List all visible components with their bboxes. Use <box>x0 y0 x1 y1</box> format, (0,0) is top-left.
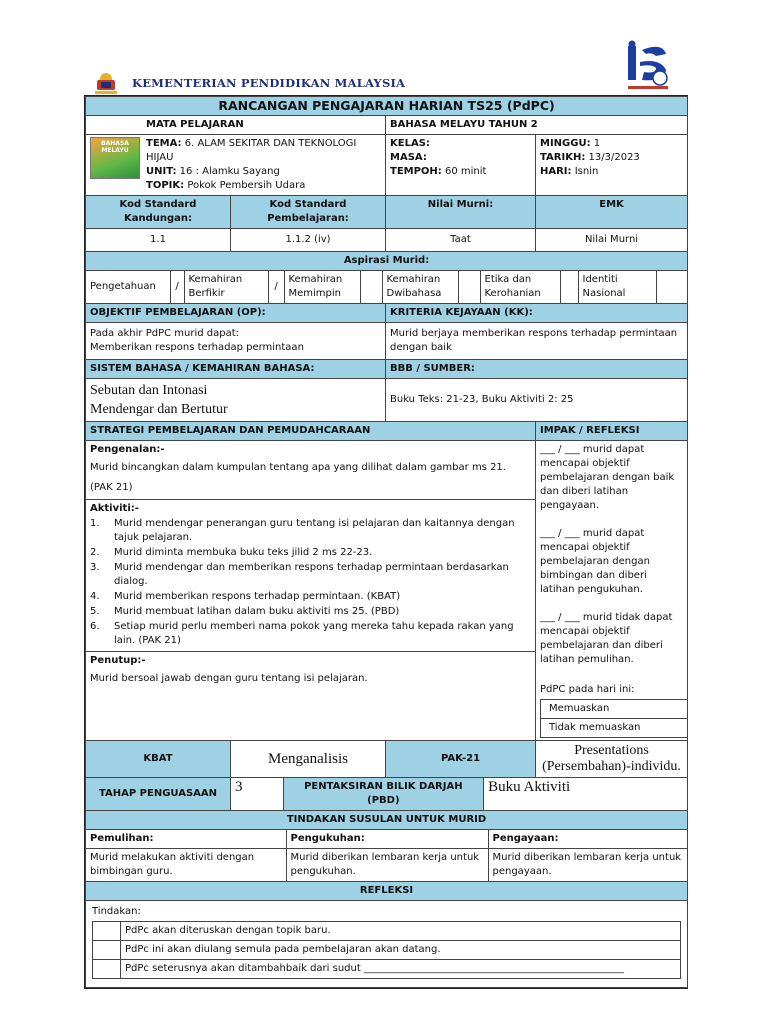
impak-option: Tidak memuaskan <box>541 719 688 738</box>
aktiviti-item: 3. Murid mendengar dan memberikan respons terhadap permintaan berdasarkan dialog. <box>90 562 509 587</box>
pengukuhan-label: Pengukuhan: <box>286 830 488 849</box>
pengayaan-text: Murid diberikan lembaran kerja untuk pengayaan. <box>488 849 688 882</box>
aspirasi-row <box>86 271 688 304</box>
aspirasi-mark[interactable] <box>560 271 578 303</box>
sistem-line1: Sebutan dan Intonasi <box>90 383 208 398</box>
pemulihan-label: Pemulihan: <box>86 830 286 849</box>
book-cover-image <box>90 137 140 179</box>
refleksi-option: PdPc ini akan diulang semula pada pembelajaran akan datang. <box>121 941 681 960</box>
objektif-line1: Pada akhir PdPC murid dapat: <box>90 328 239 339</box>
aktiviti-item: 5. Murid membuat latihan dalam buku aktiviti ms 25. (PBD) <box>90 606 400 617</box>
bbb-text: Buku Teks: 21-23, Buku Aktiviti 2: 25 <box>386 379 688 422</box>
aspirasi-label: Aspirasi Murid: <box>86 252 688 271</box>
aspirasi-item: Kemahiran Berfikir <box>184 271 268 303</box>
subject-value: BAHASA MELAYU TAHUN 2 <box>386 116 688 135</box>
pengenalan-label: Pengenalan:- <box>90 444 165 455</box>
impak-options <box>540 699 688 738</box>
minggu-label: MINGGU: <box>540 138 591 149</box>
penutup-text: Murid bersoal jawab dengan guru tentang isi pelajaran. <box>90 673 368 684</box>
aktiviti-item: 6. Setiap murid perlu memberi nama pokok yang mereka tahu kepada rakan yang lain. (PAK 21) <box>90 621 514 646</box>
ministry-name: KEMENTERIAN PENDIDIKAN MALAYSIA <box>132 76 406 90</box>
objektif-line2: Memberikan respons terhadap permintaan <box>90 342 304 353</box>
impak-body <box>536 441 688 741</box>
sistem-line2: Mendengar dan Bertutur <box>90 402 228 417</box>
rph-sheet <box>84 95 688 989</box>
aspirasi-item: Pengetahuan <box>86 271 170 303</box>
kbat-label: KBAT <box>86 741 231 778</box>
refleksi-body <box>86 901 688 988</box>
aktiviti-label: Aktiviti:- <box>90 503 139 514</box>
lesson-info <box>86 135 386 196</box>
refleksi-option: PdPc akan diteruskan dengan topik baru. <box>121 922 681 941</box>
aspirasi-mark[interactable]: / <box>268 271 284 303</box>
kriteria-label: KRITERIA KEJAYAAN (KK): <box>386 304 688 323</box>
pengenalan-text: Murid bincangkan dalam kumpulan tentang apa yang dilihat dalam gambar ms 21. <box>90 462 506 473</box>
pengayaan-label: Pengayaan: <box>488 830 688 849</box>
aspirasi-mark[interactable] <box>656 271 688 303</box>
minggu-value: 1 <box>593 138 601 149</box>
aspirasi-item: Identiti Nasional <box>578 271 656 303</box>
pengenalan-pak: (PAK 21) <box>90 482 133 493</box>
aktiviti-section <box>86 500 535 652</box>
pbd-label: PENTAKSIRAN BILIK DARJAH (PBD) <box>283 778 483 810</box>
refleksi-label: REFLEKSI <box>86 882 688 901</box>
unit-label: UNIT: <box>146 166 177 177</box>
tarikh-value: 13/3/2023 <box>588 152 640 163</box>
book-cover-title: BAHASA MELAYU <box>101 140 129 154</box>
refleksi-options <box>92 921 681 979</box>
pengenalan-section <box>86 441 535 500</box>
impak-item: ___ / ___ murid dapat mencapai objektif pembelajaran dengan bimbingan dan diberi latihan pengukuhan. <box>540 528 650 595</box>
pbd-value: Buku Aktiviti <box>488 779 571 795</box>
hari-value: Isnin <box>574 166 599 177</box>
ksp-label: Kod Standard Pembelajaran: <box>231 196 386 229</box>
strategi-label: STRATEGI PEMBELAJARAN DAN PEMUDAHCARAAN <box>86 422 536 441</box>
aktiviti-item: 2. Murid diminta membuka buku teks jilid 2 ms 22-23. <box>90 547 373 558</box>
ts25-logo-icon <box>622 40 674 94</box>
aspirasi-item: Etika dan Kerohanian <box>480 271 560 303</box>
aspirasi-item: Kemahiran Memimpin <box>284 271 360 303</box>
kelas-label: KELAS: <box>390 138 430 149</box>
unit-value: 16 : Alamku Sayang <box>179 166 280 177</box>
subject-label: MATA PELAJARAN <box>86 116 386 135</box>
refleksi-checkbox[interactable] <box>93 941 121 960</box>
tahap-row <box>231 778 688 811</box>
aspirasi-item: Kemahiran Dwibahasa <box>382 271 458 303</box>
refleksi-checkbox[interactable] <box>93 922 121 941</box>
impak-item: ___ / ___ murid dapat mencapai objektif pembelajaran dengan baik dan diberi latihan pengayaan. <box>540 444 675 511</box>
emk-value: Nilai Murni <box>536 229 688 252</box>
kbat-value: Menganalisis <box>231 741 386 778</box>
nilai-value: Taat <box>386 229 536 252</box>
impak-option: Memuaskan <box>541 700 688 719</box>
emk-label: EMK <box>536 196 688 229</box>
aktiviti-item: 4. Murid memberikan respons terhadap permintaan. (KBAT) <box>90 591 401 602</box>
penutup-label: Penutup:- <box>90 655 146 666</box>
page-title: RANCANGAN PENGAJARAN HARIAN TS25 (PdPC) <box>86 97 688 116</box>
refleksi-option: PdPc seterusnya akan ditambahbaik dari sudut ____________________________________________________ <box>121 960 681 979</box>
tempoh-value: 60 minit <box>445 166 487 177</box>
sistem-body <box>86 379 386 422</box>
strategi-body <box>86 441 536 741</box>
date-info <box>536 135 688 196</box>
sistem-label: SISTEM BAHASA / KEMAHIRAN BAHASA: <box>86 360 386 379</box>
impak-label: IMPAK / REFLEKSI <box>536 422 688 441</box>
tahap-label: TAHAP PENGUASAAN <box>86 778 231 811</box>
ministry-header <box>92 70 406 96</box>
ksp-value: 1.1.2 (iv) <box>231 229 386 252</box>
aspirasi-mark[interactable] <box>360 271 382 303</box>
tema-label: TEMA: <box>146 138 182 149</box>
objektif-label: OBJEKTIF PEMBELAJARAN (OP): <box>86 304 386 323</box>
topik-value: Pokok Pembersih Udara <box>187 180 306 191</box>
pengukuhan-text: Murid diberikan lembaran kerja untuk pengukuhan. <box>286 849 488 882</box>
penutup-section <box>86 652 535 690</box>
objektif-body <box>86 323 386 360</box>
tema-value: 6. ALAM SEKITAR DAN TEKNOLOGI HIJAU <box>146 138 357 163</box>
class-info <box>386 135 536 196</box>
impak-item: ___ / ___ murid tidak dapat mencapai objektif pembelajaran dan diberi latihan pemulihan. <box>540 612 673 665</box>
aktiviti-item: 1. Murid mendengar penerangan guru tentang isi pelajaran dan kaitannya dengan tajuk pelajaran. <box>90 518 515 543</box>
tahap-value: 3 <box>231 778 283 810</box>
pak-value: Presentations (Persembahan)-individu. <box>536 741 688 778</box>
impak-today-label: PdPC pada hari ini: <box>540 684 635 695</box>
malaysia-crest-icon <box>92 70 120 96</box>
masa-label: MASA: <box>390 152 427 163</box>
pak-label: PAK-21 <box>386 741 536 778</box>
ts25-logo <box>622 40 674 94</box>
aspirasi-mark[interactable] <box>458 271 480 303</box>
kriteria-text: Murid berjaya memberikan respons terhadap permintaan dengan baik <box>386 323 688 360</box>
refleksi-checkbox[interactable] <box>93 960 121 979</box>
ksk-value: 1.1 <box>86 229 231 252</box>
topik-label: TOPIK: <box>146 180 185 191</box>
nilai-label: Nilai Murni: <box>386 196 536 229</box>
bbb-label: BBB / SUMBER: <box>386 360 688 379</box>
refleksi-tindakan-label: Tindakan: <box>92 906 141 917</box>
tempoh-label: TEMPOH: <box>390 166 442 177</box>
pemulihan-text: Murid melakukan aktiviti dengan bimbingan guru. <box>86 849 286 882</box>
tindakan-body <box>86 830 688 882</box>
aspirasi-mark[interactable]: / <box>170 271 184 303</box>
tarikh-label: TARIKH: <box>540 152 586 163</box>
hari-label: HARI: <box>540 166 572 177</box>
ksk-label: Kod Standard Kandungan: <box>86 196 231 229</box>
tindakan-label: TINDAKAN SUSULAN UNTUK MURID <box>86 811 688 830</box>
